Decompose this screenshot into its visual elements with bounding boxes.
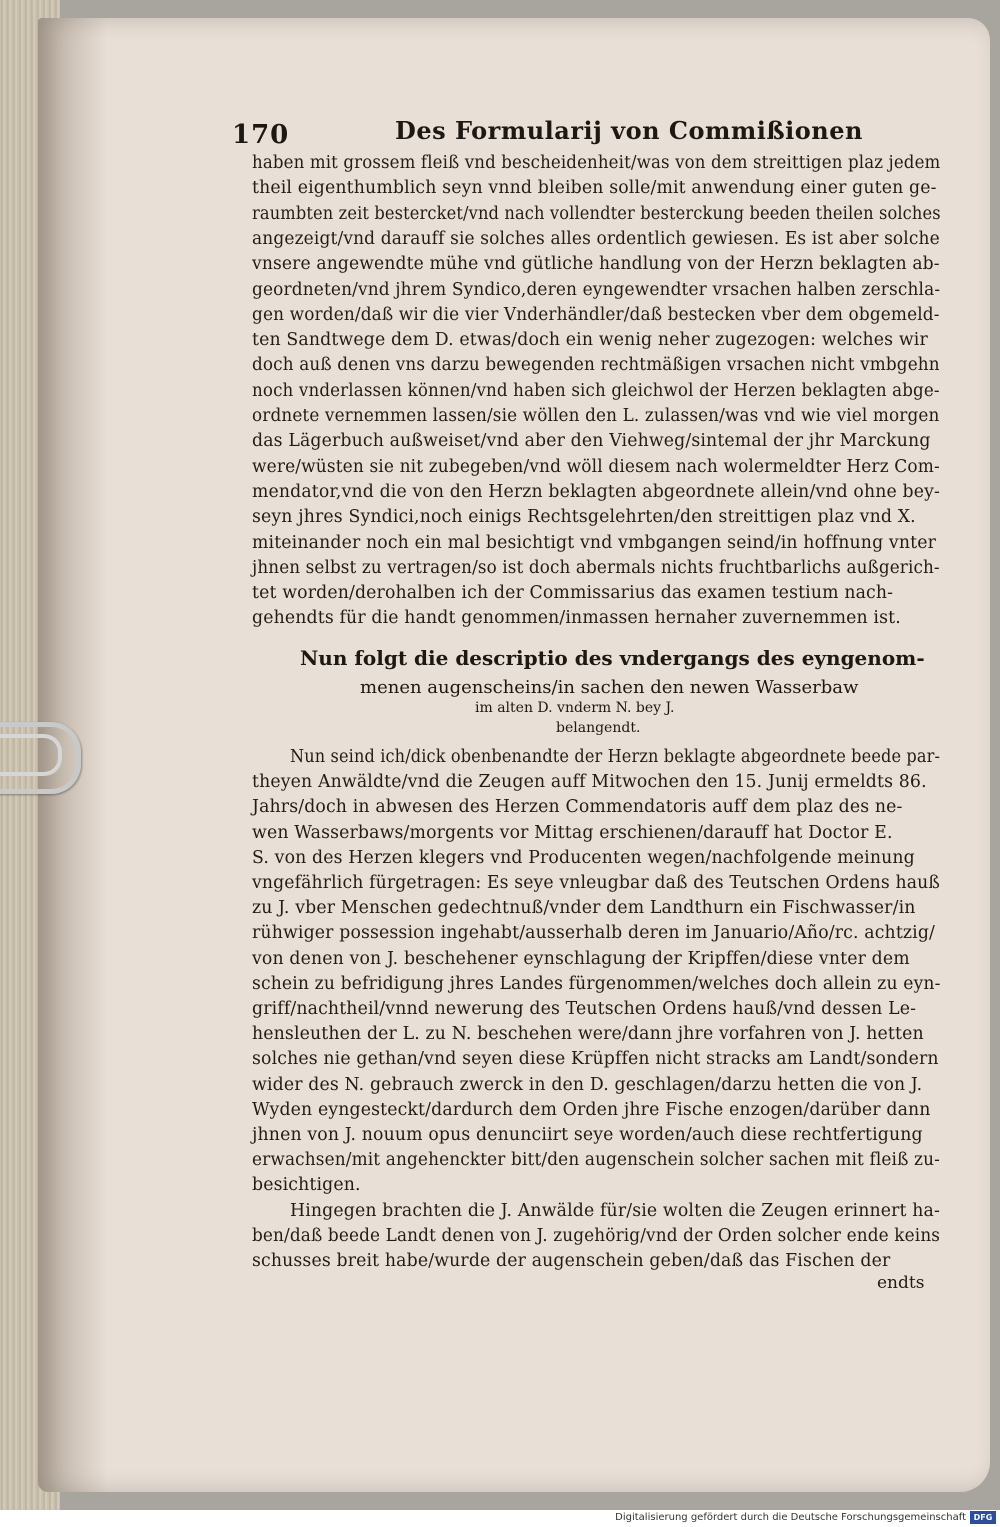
text-line: schein zu befridigung jhres Landes fürgenommen/welches doch allein zu eyn-: [252, 973, 941, 994]
text-line: doch auß denen vns darzu bewegenden rechtmäßigen vrsachen nicht vmbgehn: [252, 355, 940, 376]
running-head: Des Formularij von Commißionen: [395, 116, 863, 145]
text-line: jhnen von J. nouum opus denunciirt seye worden/auch diese rechtfertigung: [252, 1125, 923, 1145]
digitization-credit: Digitalisierung gefördert durch die Deutsche Forschungsgemeinschaft: [615, 1512, 966, 1523]
text-line: gehendts für die handt genommen/inmassen hernaher zuvernemmen ist.: [252, 608, 901, 629]
dfg-logo-icon: DFG: [970, 1511, 996, 1524]
text-line: noch vnderlassen können/vnd haben sich gleichwol der Herzen beklagten abge-: [252, 380, 940, 401]
text-line: rühwiger possession ingehabt/ausserhalb deren im Januario/Año/rc. achtzig/: [252, 923, 936, 944]
text-line: Nun seind ich/dick obenbenandte der Herzn beklagte abgeordnete beede par-: [290, 747, 941, 767]
text-line: ordnete vernemmen lassen/sie wöllen den L. zulassen/was vnd wie viel morgen: [252, 406, 940, 426]
text-line: Jahrs/doch in abwesen des Herzen Commendatoris auff dem plaz des ne-: [252, 797, 903, 818]
section-heading-line-4: belangendt.: [556, 720, 641, 736]
text-line: raumbten zeit bestercket/vnd nach vollendter besterckung beeden theilen solches: [252, 203, 941, 224]
text-line: Wyden eyngesteckt/dardurch dem Orden jhre Fische enzogen/darüber dann: [252, 1099, 931, 1120]
section-heading-line-2: menen augenscheins/in sachen den newen Wasserbaw: [360, 677, 859, 698]
text-line: miteinander noch ein mal besichtigt vnd vmbgangen seind/in hoffnung vnter: [252, 532, 937, 553]
text-line: mendator,vnd die von den Herzn beklagten abgeordnete allein/vnd ohne bey-: [252, 481, 940, 502]
section-heading-line-1: Nun folgt die descriptio des vndergangs des eyngenom-: [300, 646, 925, 670]
text-line: wen Wasserbaws/morgents vor Mittag erschienen/darauff hat Doctor E.: [252, 822, 893, 843]
text-line: das Lägerbuch außweiset/vnd aber den Viehweg/sintemal der jhr Marckung: [252, 431, 931, 452]
text-line: erwachsen/mit angehenckter bitt/den augenschein solcher sachen mit fleiß zu-: [252, 1150, 940, 1171]
text-line: angezeigt/vnd darauff sie solches alles ordentlich gewiesen. Es ist aber solche: [252, 228, 940, 249]
section-heading-line-3: im alten D. vnderm N. bey J.: [475, 700, 675, 716]
text-line: theil eigenthumblich seyn vnnd bleiben solle/mit anwendung einer guten ge-: [252, 178, 937, 199]
text-line: schusses breit habe/wurde der augenschein geben/daß das Fischen der: [252, 1251, 891, 1271]
text-line: seyn jhres Syndici,noch einigs Rechtsgelehrten/den streittigen plaz vnd X.: [252, 507, 916, 528]
text-line: geordneten/vnd jhrem Syndico,deren eyngewendter vrsachen halben zerschla-: [252, 279, 941, 300]
text-line: theyen Anwäldte/vnd die Zeugen auff Mitwochen den 15. Junij ermeldts 86.: [252, 772, 927, 793]
text-line: haben mit grossem fleiß vnd bescheidenheit/was von dem streittigen plaz jedem: [252, 153, 941, 173]
text-line: jhnen selbst zu vertragen/so ist doch abermals nichts fruchtbarlichs außgerich-: [252, 557, 940, 578]
text-line: tet worden/derohalben ich der Commissarius das examen testium nach-: [252, 583, 894, 604]
catchword: endts: [877, 1273, 925, 1293]
text-line: besichtigen.: [252, 1175, 361, 1196]
text-line: S. von des Herzen klegers vnd Producenten wegen/nachfolgende meinung: [252, 847, 915, 868]
text-line: Hingegen brachten die J. Anwälde für/sie wolten die Zeugen erinnert ha-: [290, 1200, 941, 1221]
text-line: von denen von J. beschehener eynschlagung der Kripffen/diese vnter dem: [252, 948, 910, 969]
text-line: ten Sandtwege dem D. etwas/doch ein wenig neher zugezogen: welches wir: [252, 330, 928, 351]
text-line: solches nie gethan/vnd seyen diese Krüpffen nicht stracks am Landt/sondern: [252, 1049, 939, 1070]
page-number: 170: [232, 120, 290, 150]
text-line: wider des N. gebrauch zwerck in den D. geschlagen/darzu hetten die von J.: [252, 1074, 923, 1095]
text-line: griff/nachtheil/vnnd newerung des Teutschen Ordens hauß/vnd dessen Le-: [252, 999, 917, 1019]
text-line: were/wüsten sie nit zubegeben/vnd wöll diesem nach wolermeldter Herz Com-: [252, 456, 940, 477]
text-line: gen worden/daß wir die vier Vnderhändler/daß bestecken vber dem obgemeld-: [252, 304, 940, 325]
text-line: zu J. vber Menschen gedechtnuß/vnder dem Landthurn ein Fischwasser/in: [252, 898, 916, 919]
text-line: vnsere angewendte mühe vnd gütliche handlung von der Herzn beklagten ab-: [252, 254, 940, 275]
text-line: hensleuthen der L. zu N. beschehen were/dann jhre vorfahren von J. hetten: [252, 1024, 924, 1045]
paper-clip-inner-icon: [0, 734, 62, 776]
text-line: ben/daß beede Landt denen von J. zugehörig/vnd der Orden solcher ende keins: [252, 1225, 941, 1246]
text-line: vngefährlich fürgetragen: Es seye vnleugbar daß des Teutschen Ordens hauß: [252, 873, 941, 893]
